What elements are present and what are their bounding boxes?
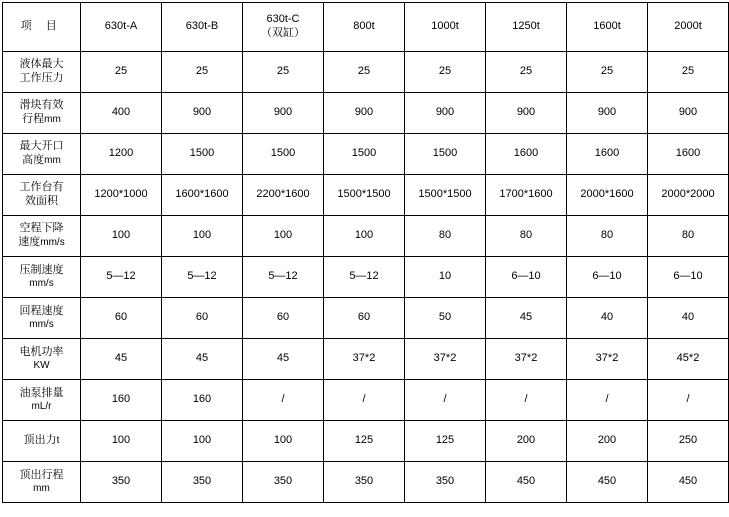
row-label bbox=[3, 52, 81, 93]
row-label-line2: 工作压力 bbox=[19, 72, 64, 84]
cell: 1600 bbox=[486, 134, 567, 175]
row-label-unit: mm/s bbox=[29, 277, 54, 289]
cell: 25 bbox=[324, 52, 405, 93]
column-header-2 bbox=[162, 3, 243, 52]
cell: 60 bbox=[162, 298, 243, 339]
cell: 5—12 bbox=[162, 257, 243, 298]
cell: 100 bbox=[243, 421, 324, 462]
cell: 125 bbox=[405, 421, 486, 462]
row-label-line2: 行程mm bbox=[22, 113, 61, 125]
table-row bbox=[3, 175, 729, 216]
cell: 350 bbox=[81, 462, 162, 503]
row-label-unit: mL/r bbox=[31, 400, 52, 412]
row-label-line1: 工作台有 bbox=[19, 181, 64, 194]
cell: 37*2 bbox=[486, 339, 567, 380]
row-label-line1: 回程速度 bbox=[19, 304, 64, 317]
row-label-line1: 液体最大 bbox=[19, 58, 64, 71]
row-label bbox=[3, 421, 81, 462]
cell: 350 bbox=[243, 462, 324, 503]
cell: 5—12 bbox=[81, 257, 162, 298]
cell: 1500 bbox=[324, 134, 405, 175]
table-header bbox=[3, 3, 729, 52]
cell: 80 bbox=[648, 216, 729, 257]
cell: / bbox=[567, 380, 648, 421]
cell: 100 bbox=[243, 216, 324, 257]
row-label-line2: 速度mm/s bbox=[18, 236, 65, 248]
row-label bbox=[3, 216, 81, 257]
cell: 1200 bbox=[81, 134, 162, 175]
cell: 1600*1600 bbox=[162, 175, 243, 216]
table-row bbox=[3, 339, 729, 380]
cell: 1500*1500 bbox=[405, 175, 486, 216]
table-row bbox=[3, 93, 729, 134]
cell: 10 bbox=[405, 257, 486, 298]
cell: 1500 bbox=[243, 134, 324, 175]
cell: 2200*1600 bbox=[243, 175, 324, 216]
column-header-7 bbox=[567, 3, 648, 52]
cell: 900 bbox=[324, 93, 405, 134]
column-header-8 bbox=[648, 3, 729, 52]
cell: 45 bbox=[486, 298, 567, 339]
cell: 100 bbox=[162, 421, 243, 462]
cell: 900 bbox=[162, 93, 243, 134]
cell: 45 bbox=[162, 339, 243, 380]
table-row bbox=[3, 462, 729, 503]
cell: 200 bbox=[567, 421, 648, 462]
cell: 100 bbox=[162, 216, 243, 257]
table-row bbox=[3, 52, 729, 93]
row-label-line1: 空程下降 bbox=[19, 222, 64, 235]
row-label-line1: 最大开口 bbox=[19, 140, 64, 153]
cell: 45 bbox=[243, 339, 324, 380]
cell: 25 bbox=[81, 52, 162, 93]
column-header-3-title: 630t-C bbox=[266, 13, 300, 26]
cell: 80 bbox=[405, 216, 486, 257]
table-row bbox=[3, 257, 729, 298]
column-header-3 bbox=[243, 3, 324, 52]
row-label-line1: 顶出力t bbox=[23, 434, 60, 447]
column-header-3-sub: （双缸） bbox=[261, 27, 305, 39]
row-label-unit: mm bbox=[33, 482, 50, 494]
cell: 900 bbox=[243, 93, 324, 134]
cell: 25 bbox=[486, 52, 567, 93]
cell: 25 bbox=[162, 52, 243, 93]
column-header-4 bbox=[324, 3, 405, 52]
cell: 450 bbox=[486, 462, 567, 503]
cell: 100 bbox=[81, 216, 162, 257]
cell: 1500 bbox=[162, 134, 243, 175]
cell: 1200*1000 bbox=[81, 175, 162, 216]
column-header-5-title: 1000t bbox=[431, 20, 459, 33]
table-row bbox=[3, 298, 729, 339]
cell: 45*2 bbox=[648, 339, 729, 380]
cell: 80 bbox=[486, 216, 567, 257]
column-header-6 bbox=[486, 3, 567, 52]
row-label-line2: 效面积 bbox=[25, 195, 58, 207]
cell: 1500*1500 bbox=[324, 175, 405, 216]
cell: 50 bbox=[405, 298, 486, 339]
cell: 900 bbox=[648, 93, 729, 134]
table-corner-label: 项 目 bbox=[3, 3, 81, 52]
cell: 60 bbox=[243, 298, 324, 339]
table-row bbox=[3, 421, 729, 462]
cell: 37*2 bbox=[567, 339, 648, 380]
cell: 6—10 bbox=[486, 257, 567, 298]
cell: 6—10 bbox=[567, 257, 648, 298]
cell: 100 bbox=[81, 421, 162, 462]
table-header-row bbox=[3, 3, 729, 52]
cell: 37*2 bbox=[324, 339, 405, 380]
cell: 900 bbox=[405, 93, 486, 134]
cell: 160 bbox=[162, 380, 243, 421]
row-label bbox=[3, 339, 81, 380]
row-label-line1: 电机功率 bbox=[19, 345, 64, 358]
row-label bbox=[3, 175, 81, 216]
cell: / bbox=[324, 380, 405, 421]
cell: 1700*1600 bbox=[486, 175, 567, 216]
column-header-6-title: 1250t bbox=[512, 20, 540, 33]
cell: 200 bbox=[486, 421, 567, 462]
cell: / bbox=[486, 380, 567, 421]
cell: 25 bbox=[405, 52, 486, 93]
table-row bbox=[3, 380, 729, 421]
cell: 60 bbox=[81, 298, 162, 339]
column-header-8-title: 2000t bbox=[674, 20, 702, 33]
specification-table bbox=[2, 2, 729, 503]
row-label-line1: 滑块有效 bbox=[19, 99, 64, 112]
column-header-7-title: 1600t bbox=[593, 20, 621, 33]
cell: 250 bbox=[648, 421, 729, 462]
row-label-line1: 油泵排量 bbox=[19, 386, 64, 399]
cell: / bbox=[648, 380, 729, 421]
cell: 40 bbox=[567, 298, 648, 339]
cell: 350 bbox=[162, 462, 243, 503]
column-header-5 bbox=[405, 3, 486, 52]
row-label-line1: 顶出行程 bbox=[19, 468, 64, 481]
column-header-1-title: 630t-A bbox=[104, 20, 138, 33]
cell: 350 bbox=[405, 462, 486, 503]
table-row bbox=[3, 134, 729, 175]
cell: 900 bbox=[567, 93, 648, 134]
cell: 900 bbox=[486, 93, 567, 134]
row-label bbox=[3, 257, 81, 298]
cell: 100 bbox=[324, 216, 405, 257]
column-header-4-title: 800t bbox=[353, 20, 375, 33]
row-label-unit: mm/s bbox=[29, 318, 54, 330]
cell: 160 bbox=[81, 380, 162, 421]
row-label-line2: 高度mm bbox=[22, 154, 61, 166]
column-header-1 bbox=[81, 3, 162, 52]
row-label bbox=[3, 462, 81, 503]
column-header-2-title: 630t-B bbox=[185, 20, 219, 33]
cell: / bbox=[243, 380, 324, 421]
cell: 25 bbox=[243, 52, 324, 93]
cell: 450 bbox=[567, 462, 648, 503]
cell: 80 bbox=[567, 216, 648, 257]
cell: 25 bbox=[648, 52, 729, 93]
cell: / bbox=[405, 380, 486, 421]
row-label bbox=[3, 93, 81, 134]
cell: 40 bbox=[648, 298, 729, 339]
cell: 5—12 bbox=[324, 257, 405, 298]
cell: 400 bbox=[81, 93, 162, 134]
cell: 60 bbox=[324, 298, 405, 339]
cell: 450 bbox=[648, 462, 729, 503]
table-body bbox=[3, 52, 729, 503]
row-label-line1: 压制速度 bbox=[19, 263, 64, 276]
row-label bbox=[3, 380, 81, 421]
cell: 2000*1600 bbox=[567, 175, 648, 216]
cell: 25 bbox=[567, 52, 648, 93]
cell: 37*2 bbox=[405, 339, 486, 380]
cell: 1600 bbox=[648, 134, 729, 175]
table-row bbox=[3, 216, 729, 257]
cell: 5—12 bbox=[243, 257, 324, 298]
cell: 6—10 bbox=[648, 257, 729, 298]
row-label bbox=[3, 298, 81, 339]
cell: 1600 bbox=[567, 134, 648, 175]
cell: 125 bbox=[324, 421, 405, 462]
cell: 45 bbox=[81, 339, 162, 380]
cell: 1500 bbox=[405, 134, 486, 175]
cell: 350 bbox=[324, 462, 405, 503]
row-label bbox=[3, 134, 81, 175]
row-label-unit: KW bbox=[33, 359, 50, 371]
cell: 2000*2000 bbox=[648, 175, 729, 216]
